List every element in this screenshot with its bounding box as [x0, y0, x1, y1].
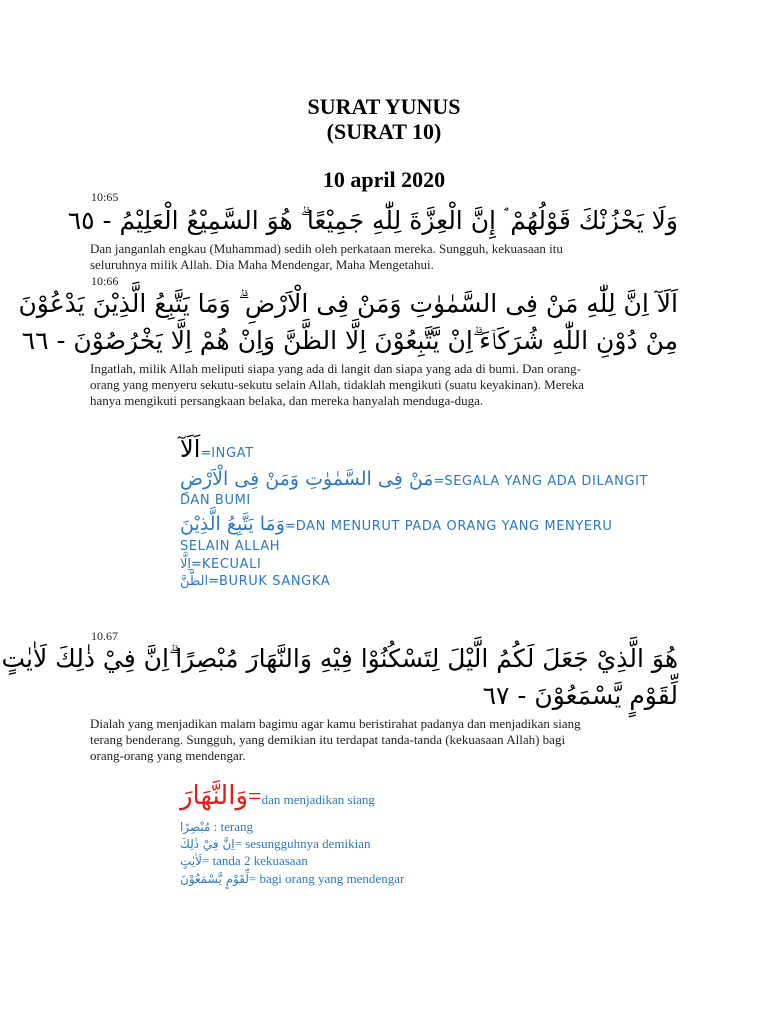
vocab-meaning: = bagi orang yang mendengar	[248, 871, 405, 886]
vocab-meaning: DAN BUMI	[180, 493, 251, 508]
vocab-meaning: : terang	[213, 819, 254, 834]
vocab-note	[180, 835, 680, 853]
verse-arabic-line: هُوَ الَّذِيْ جَعَلَ لَكُمُ الَّيْلَ لِتَسْكُنُوْا فِيْهِ وَالنَّهَارَ مُبْصِرًا ۗاِنَّ فِيْ ذٰلِكَ لَاٰيٰتٍ	[1, 644, 678, 673]
vocab-arabic: وَالنَّهَارَ	[180, 781, 249, 811]
vocab-note	[180, 571, 680, 593]
verse-translation-line: hanya mengikuti persangkaan belaka, dan mereka hanyalah menduga-duga.	[90, 393, 484, 408]
vocab-note	[180, 513, 680, 538]
verse-number: 10:65	[91, 190, 119, 204]
vocab-note	[180, 781, 680, 811]
vocab-arabic: اِلَّا	[180, 557, 192, 572]
verse-number: 10.67	[91, 629, 118, 643]
vocab-meaning: =DAN MENURUT PADA ORANG YANG MENYERU	[284, 519, 613, 534]
verse-arabic-line: وَلَا يَحْزُنْكَ قَوْلُهُمْ ۘ إِنَّ الْعِزَّةَ لِلّٰهِ جَمِيْعًا ۗ هُوَ السَّمِيْعُ الْعَلِيْمُ - ٦٥	[67, 206, 678, 235]
vocab-meaning: =INGAT	[200, 446, 254, 461]
equals-sign: =	[248, 784, 262, 810]
vocab-arabic: لَاٰيٰتٍ	[180, 854, 202, 868]
verse-translation-line: Ingatlah, milik Allah meliputi siapa yang ada di langit dan siapa yang ada di bumi. Dan orang-	[90, 361, 581, 376]
vocab-meaning: =KECUALI	[191, 557, 262, 572]
verse-translation-line: Dan janganlah engkau (Muhammad) sedih oleh perkataan mereka. Sungguh, kekuasaan itu	[90, 241, 563, 256]
vocab-arabic: اَلَآ	[180, 435, 201, 463]
vocab-meaning: SELAIN ALLAH	[180, 539, 281, 554]
vocab-note	[180, 870, 680, 888]
page-subtitle: (SURAT 10)	[326, 119, 442, 144]
verse-translation-line: Dialah yang menjadikan malam bagimu agar kamu beristirahat padanya dan menjadikan siang	[90, 716, 581, 731]
vocab-note	[180, 490, 680, 512]
verse-translation-line: terang benderang. Sungguh, yang demikian itu terdapat tanda-tanda (kekuasaan Allah) bagi	[90, 732, 566, 747]
verse-translation-line: seluruhnya milik Allah. Dia Maha Mendengar, Maha Mengetahui.	[90, 257, 434, 272]
verse-translation-line: orang yang menyeru sekutu-sekutu selain Allah, tidaklah mengikuti (suatu keyakinan). Mereka	[90, 377, 584, 392]
vocab-note	[180, 435, 680, 465]
vocab-note	[180, 818, 680, 836]
vocab-meaning: = tanda 2 kekuasaan	[201, 853, 308, 868]
vocab-meaning: =SEGALA YANG ADA DILANGIT	[433, 474, 649, 489]
verse-arabic-line: لِّقَوْمٍ يَّسْمَعُوْنَ - ٦٧	[482, 681, 678, 710]
verse-number: 10:66	[91, 274, 119, 288]
page-title: SURAT YUNUS	[307, 94, 461, 119]
vocab-arabic: وَمَا يَتَّبِعُ الَّذِيْنَ	[180, 513, 285, 535]
vocab-meaning: = sesungguhnya demikian	[234, 836, 371, 851]
page-date: 10 april 2020	[322, 167, 446, 192]
vocab-arabic: اِنَّ فِيْ ذٰلِكَ	[180, 837, 235, 851]
vocab-note	[180, 852, 680, 870]
vocab-arabic: الظَّنَّ	[180, 574, 209, 589]
vocab-arabic: لِّقَوْمٍ يَّسْمَعُوْنَ	[180, 872, 249, 886]
vocab-meaning: dan menjadikan siang	[261, 792, 375, 807]
verse-arabic-line: اَلَآ اِنَّ لِلّٰهِ مَنْ فِى السَّمٰوٰتِ وَمَنْ فِى الْاَرْضِ ۗ وَمَا يَتَّبِعُ الَّذِيْنَ يَدْعُوْنَ	[18, 289, 678, 318]
vocab-meaning: =BURUK SANGKA	[208, 574, 331, 589]
verse-arabic-line: مِنْ دُوْنِ اللّٰهِ شُرَكَاۤءَ ۗاِنْ يَّتَّبِعُوْنَ اِلَّا الظَّنَّ وَاِنْ هُمْ اِلَّا يَخْرُصُوْنَ - ٦٦	[21, 326, 678, 355]
vocab-arabic: مُبْصِرًا	[180, 820, 211, 834]
verse-translation-line: orang-orang yang mendengar.	[90, 748, 246, 763]
vocab-arabic: مَنْ فِى السَّمٰوٰتِ وَمَنْ فِى الْاَرْضِ	[180, 468, 434, 490]
